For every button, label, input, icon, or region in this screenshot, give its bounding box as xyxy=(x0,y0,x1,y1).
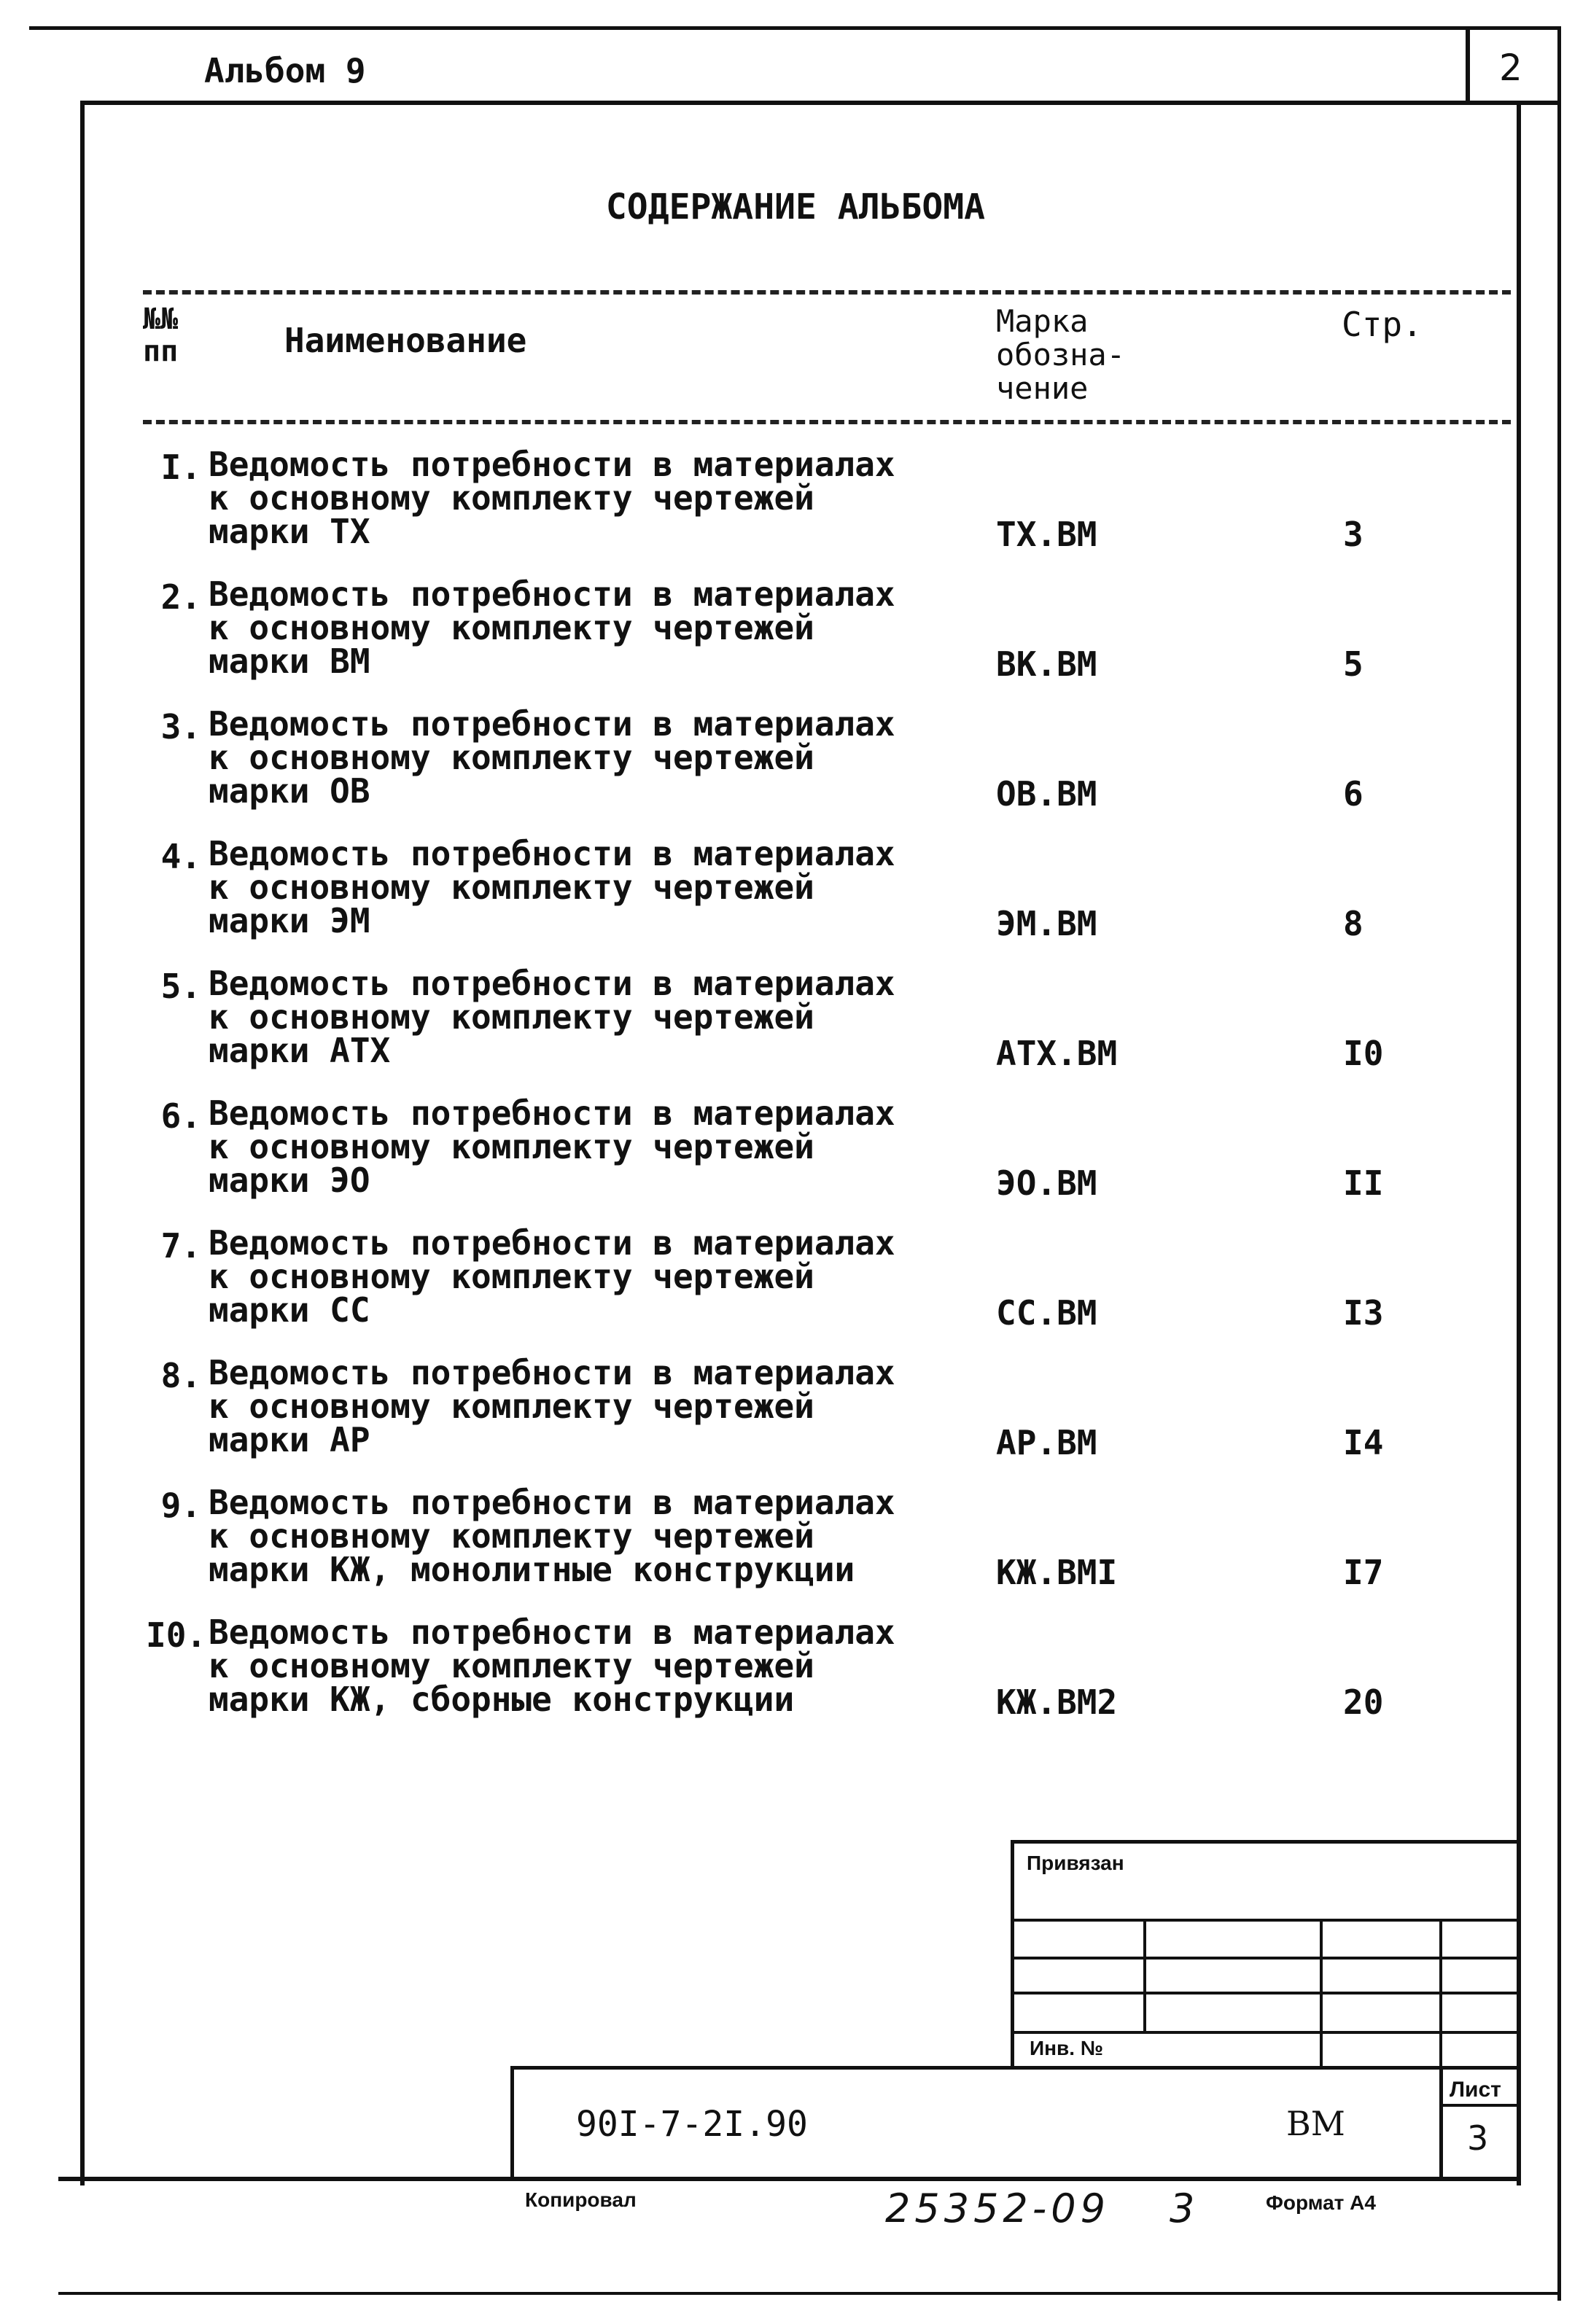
row-code: ВК.ВМ xyxy=(996,644,1097,684)
row-name-line: к основному комплекту чертежей xyxy=(209,1516,814,1556)
row-number: 4. xyxy=(160,837,201,876)
row-name-line: марки ТХ xyxy=(209,512,370,551)
stamp-lower-top xyxy=(510,2066,1521,2070)
row-number: I. xyxy=(160,448,201,487)
row-name-line: к основному комплекту чертежей xyxy=(209,1387,814,1426)
album-label: Альбом 9 xyxy=(204,51,366,90)
stamp-privyazan-label: Привязан xyxy=(1027,1852,1124,1874)
stamp-grid-v1 xyxy=(1143,1919,1146,2032)
stamp-grid-v2 xyxy=(1320,1919,1323,2069)
page-bottom-line xyxy=(58,2292,1560,2295)
document-code: 90I-7-2I.90 xyxy=(576,2104,808,2145)
row-code: СС.ВМ xyxy=(996,1293,1097,1333)
row-name-line: Ведомость потребности в материалах xyxy=(209,1483,895,1522)
row-number: 7. xyxy=(160,1226,201,1266)
row-name-line: Ведомость потребности в материалах xyxy=(209,1613,895,1652)
stamp-sheet-label-underline xyxy=(1439,2104,1521,2107)
copied-by-label: Копировал xyxy=(525,2188,637,2211)
frame-bottom-line xyxy=(58,2177,1521,2181)
column-header-number-line2: пп xyxy=(143,335,179,368)
column-header-page: Стр. xyxy=(1342,305,1423,344)
stamp-upper-left xyxy=(1011,1840,1014,2069)
sheet-number: 3 xyxy=(1467,2118,1489,2158)
row-name-line: к основному комплекту чертежей xyxy=(209,478,814,518)
stamp-lower-left xyxy=(510,2066,514,2180)
stamp-grid-h3 xyxy=(1011,1992,1521,1994)
row-name-line: марки КЖ, монолитные конструкции xyxy=(209,1550,855,1589)
archive-number-handwritten: 25352-09 xyxy=(885,2185,1110,2231)
row-page: I4 xyxy=(1343,1423,1384,1462)
column-header-number-line1: №№ xyxy=(143,303,179,336)
top-strip-line xyxy=(29,26,1560,30)
row-page: 6 xyxy=(1343,774,1364,814)
row-code: АР.ВМ xyxy=(996,1423,1097,1462)
row-name-line: Ведомость потребности в материалах xyxy=(209,1223,895,1263)
column-header-code-line2: обозна- xyxy=(996,337,1126,373)
column-header-number xyxy=(143,303,178,367)
row-number: 3. xyxy=(160,707,201,746)
row-name-line: Ведомость потребности в материалах xyxy=(209,1093,895,1133)
row-name-line: Ведомость потребности в материалах xyxy=(209,445,895,484)
row-name-line: марки ВМ xyxy=(209,642,370,681)
row-name-line: марки АТХ xyxy=(209,1031,391,1070)
page-title: СОДЕРЖАНИЕ АЛЬБОМА xyxy=(605,187,986,227)
row-code: ЭО.ВМ xyxy=(996,1163,1097,1203)
row-name-line: к основному комплекту чертежей xyxy=(209,608,814,647)
corner-page-number: 2 xyxy=(1499,47,1522,89)
stamp-sheet-divider xyxy=(1439,2066,1443,2180)
row-name-line: Ведомость потребности в материалах xyxy=(209,574,895,614)
frame-top-line xyxy=(80,101,1560,105)
row-page: I7 xyxy=(1343,1553,1384,1592)
row-page: 20 xyxy=(1343,1682,1384,1722)
column-header-code xyxy=(996,305,1125,405)
stamp-inv-number-label: Инв. № xyxy=(1030,2037,1104,2059)
row-page: I0 xyxy=(1343,1034,1384,1073)
column-header-code-line1: Марка xyxy=(996,303,1089,339)
frame-right-line xyxy=(1517,101,1521,2185)
table-header-dashed-rule xyxy=(143,420,1511,424)
row-name-line: к основному комплекту чертежей xyxy=(209,997,814,1037)
row-code: ЭМ.ВМ xyxy=(996,904,1097,943)
document-mark: ВМ xyxy=(1286,2104,1345,2143)
row-name-line: к основному комплекту чертежей xyxy=(209,1127,814,1166)
row-name-line: к основному комплекту чертежей xyxy=(209,1646,814,1685)
row-number: 8. xyxy=(160,1356,201,1395)
row-code: ТХ.ВМ xyxy=(996,515,1097,554)
row-name-line: к основному комплекту чертежей xyxy=(209,738,814,777)
row-name-line: к основному комплекту чертежей xyxy=(209,1257,814,1296)
sheet-label: Лист xyxy=(1450,2078,1501,2102)
row-name-line: Ведомость потребности в материалах xyxy=(209,1353,895,1392)
row-page: 8 xyxy=(1343,904,1364,943)
row-number: 2. xyxy=(160,577,201,617)
row-name-line: Ведомость потребности в материалах xyxy=(209,834,895,873)
row-code: КЖ.ВМ2 xyxy=(996,1682,1118,1722)
row-number: I0. xyxy=(146,1615,207,1655)
stamp-grid-h1 xyxy=(1011,1919,1521,1922)
row-number: 9. xyxy=(160,1486,201,1525)
column-header-code-line3: чение xyxy=(996,370,1089,406)
corner-box-divider xyxy=(1466,26,1470,104)
frame-left-line xyxy=(80,101,85,2185)
table-top-dashed-rule xyxy=(143,290,1511,295)
stamp-grid-v3 xyxy=(1439,1919,1442,2069)
stamp-upper-top xyxy=(1011,1840,1521,1844)
row-number: 5. xyxy=(160,967,201,1006)
row-name-line: марки СС xyxy=(209,1290,370,1330)
row-name-line: Ведомость потребности в материалах xyxy=(209,964,895,1003)
row-name-line: марки ЭО xyxy=(209,1161,370,1200)
row-name-line: марки ЭМ xyxy=(209,901,370,940)
column-header-name: Наименование xyxy=(284,321,527,360)
row-name-line: к основному комплекту чертежей xyxy=(209,867,814,907)
sheet-copy-number: 3 xyxy=(1170,2185,1195,2231)
row-page: I3 xyxy=(1343,1293,1384,1333)
row-name-line: Ведомость потребности в материалах xyxy=(209,704,895,744)
row-name-line: марки КЖ, сборные конструкции xyxy=(209,1680,795,1719)
stamp-grid-h2 xyxy=(1011,1957,1521,1960)
row-code: АТХ.ВМ xyxy=(996,1034,1118,1073)
stamp-grid-h4 xyxy=(1011,2031,1521,2034)
row-code: КЖ.ВМI xyxy=(996,1553,1118,1592)
format-label: Формат А4 xyxy=(1266,2191,1376,2214)
row-name-line: марки АР xyxy=(209,1420,370,1459)
row-page: 5 xyxy=(1343,644,1364,684)
top-strip-right-border xyxy=(1557,26,1561,2301)
row-page: II xyxy=(1343,1163,1384,1203)
row-page: 3 xyxy=(1343,515,1364,554)
row-number: 6. xyxy=(160,1096,201,1136)
row-code: ОВ.ВМ xyxy=(996,774,1097,814)
row-name-line: марки ОВ xyxy=(209,771,370,811)
